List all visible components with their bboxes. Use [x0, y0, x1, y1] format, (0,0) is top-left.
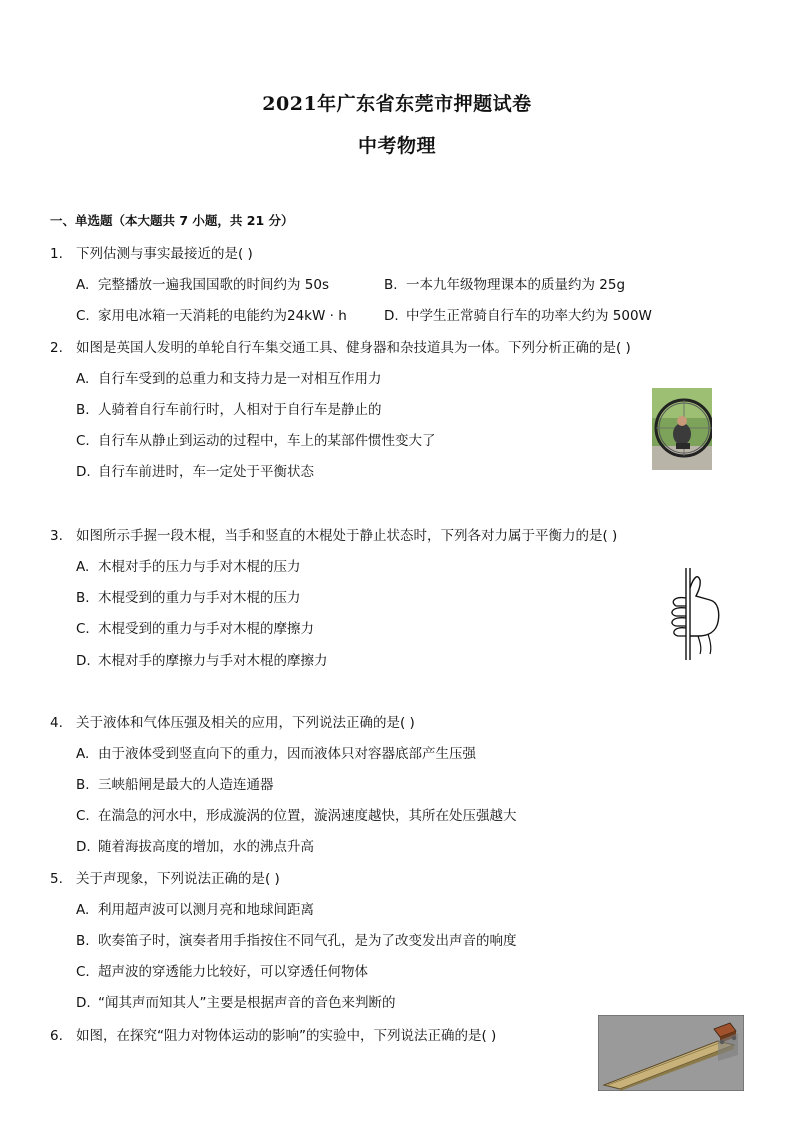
- question-6: [50, 1024, 496, 1044]
- q5-option-c: [76, 960, 368, 980]
- option-text: 随着海拔高度的增加，水的沸点升高: [98, 839, 314, 855]
- option-text: 利用超声波可以测月亮和地球间距离: [98, 902, 314, 918]
- question-4: [50, 711, 415, 731]
- ramp-cart-diagram: [598, 1015, 744, 1091]
- q5-option-d: [76, 991, 396, 1011]
- q4-option-d: [76, 835, 314, 855]
- hand-holding-stick-drawing: [664, 566, 722, 662]
- question-number: 6.: [50, 1028, 63, 1044]
- option-text: 家用电冰箱一天消耗的电能约为24kW · h: [98, 308, 347, 324]
- q3-option-d: [76, 649, 328, 669]
- option-letter: D.: [76, 653, 91, 669]
- q3-option-a: [76, 555, 301, 575]
- option-text: 自行车从静止到运动的过程中，车上的某部件惯性变大了: [98, 433, 436, 449]
- q4-option-c: [76, 804, 517, 824]
- q4-option-b: [76, 773, 274, 793]
- question-stem: 如图是英国人发明的单轮自行车集交通工具、健身器和杂技道具为一体。下列分析正确的是( ): [76, 340, 631, 356]
- option-letter: B.: [76, 933, 90, 949]
- section-heading: 一、单选题（本大题共 7 小题，共 21 分）: [50, 213, 294, 228]
- q1-option-c: [76, 304, 347, 324]
- option-letter: C.: [76, 308, 90, 324]
- q2-option-b: [76, 398, 382, 418]
- question-stem: 如图所示手握一段木棍，当手和竖直的木棍处于静止状态时，下列各对力属于平衡力的是( ): [76, 528, 618, 544]
- question-number: 3.: [50, 528, 63, 544]
- question-stem: 关于声现象，下列说法正确的是( ): [76, 871, 280, 887]
- q5-option-b: [76, 929, 517, 949]
- option-text: 木棍对手的摩擦力与手对木棍的摩擦力: [98, 653, 328, 669]
- option-letter: A.: [76, 371, 90, 387]
- option-text: 在湍急的河水中，形成漩涡的位置，漩涡速度越快，其所在处压强越大: [98, 808, 517, 824]
- exam-title: 2021年广东省东莞市押题试卷: [262, 93, 532, 115]
- q2-option-d: [76, 460, 314, 480]
- question-number: 5.: [50, 871, 63, 887]
- option-text: 超声波的穿透能力比较好，可以穿透任何物体: [98, 964, 368, 980]
- q4-option-a: [76, 742, 476, 762]
- option-text: 木棍对手的压力与手对木棍的压力: [98, 559, 301, 575]
- option-letter: A.: [76, 902, 90, 918]
- option-letter: D.: [76, 839, 91, 855]
- question-2: [50, 336, 631, 356]
- option-letter: D.: [76, 464, 91, 480]
- option-letter: A.: [76, 746, 90, 762]
- option-letter: A.: [76, 277, 90, 293]
- q2-option-a: [76, 367, 382, 387]
- option-text: “闻其声而知其人”主要是根据声音的音色来判断的: [98, 995, 396, 1011]
- option-text: 自行车前进时，车一定处于平衡状态: [98, 464, 314, 480]
- question-stem: 关于液体和气体压强及相关的应用，下列说法正确的是( ): [76, 715, 415, 731]
- option-text: 一本九年级物理课本的质量约为 25g: [406, 277, 626, 293]
- option-text: 自行车受到的总重力和支持力是一对相互作用力: [98, 371, 382, 387]
- option-letter: C.: [76, 433, 90, 449]
- option-letter: D.: [384, 308, 399, 324]
- exam-subtitle: 中考物理: [357, 135, 436, 157]
- question-number: 4.: [50, 715, 63, 731]
- q3-option-b: [76, 586, 301, 606]
- option-text: 人骑着自行车前行时，人相对于自行车是静止的: [98, 402, 382, 418]
- option-letter: C.: [76, 621, 90, 637]
- question-stem: 下列估测与事实最接近的是( ): [76, 246, 253, 262]
- q1-option-d: [384, 304, 652, 324]
- option-letter: D.: [76, 995, 91, 1011]
- question-number: 1.: [50, 246, 63, 262]
- option-letter: A.: [76, 559, 90, 575]
- option-text: 中学生正常骑自行车的功率大约为 500W: [406, 308, 652, 324]
- question-stem: 如图，在探究“阻力对物体运动的影响”的实验中，下列说法正确的是( ): [76, 1028, 497, 1044]
- option-letter: B.: [76, 402, 90, 418]
- option-letter: C.: [76, 808, 90, 824]
- q1-option-b: [384, 273, 625, 293]
- question-5: [50, 867, 280, 887]
- unicycle-photo: [652, 388, 712, 470]
- option-text: 三峡船闸是最大的人造连通器: [98, 777, 274, 793]
- question-1: [50, 242, 253, 262]
- option-letter: B.: [384, 277, 398, 293]
- question-number: 2.: [50, 340, 63, 356]
- option-text: 木棍受到的重力与手对木棍的摩擦力: [98, 621, 314, 637]
- option-letter: C.: [76, 964, 90, 980]
- option-text: 木棍受到的重力与手对木棍的压力: [98, 590, 301, 606]
- q3-option-c: [76, 617, 314, 637]
- q5-option-a: [76, 898, 314, 918]
- question-3: [50, 524, 617, 544]
- option-text: 完整播放一遍我国国歌的时间约为 50s: [98, 277, 330, 293]
- option-text: 由于液体受到竖直向下的重力，因而液体只对容器底部产生压强: [98, 746, 476, 762]
- option-letter: B.: [76, 590, 90, 606]
- q2-option-c: [76, 429, 436, 449]
- option-text: 吹奏笛子时，演奏者用手指按住不同气孔，是为了改变发出声音的响度: [98, 933, 517, 949]
- q1-option-a: [76, 273, 329, 293]
- option-letter: B.: [76, 777, 90, 793]
